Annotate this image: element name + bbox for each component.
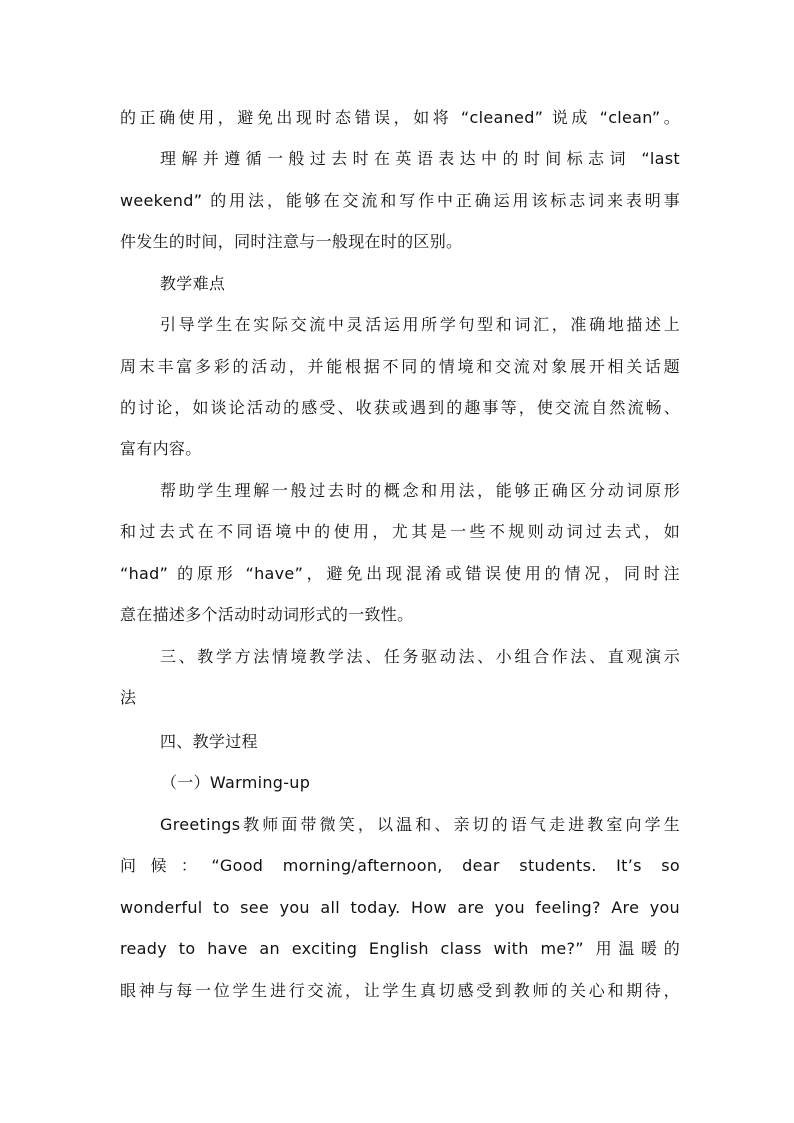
paragraph-line: 的讨论，如谈论活动的感受、收获或遇到的趣事等，使交流自然流畅、 bbox=[120, 398, 680, 417]
paragraph-line: weekend” 的用法，能够在交流和写作中正确运用该标志词来表明事 bbox=[120, 191, 680, 210]
paragraph-line: 帮助学生理解一般过去时的概念和用法，能够正确区分动词原形 bbox=[160, 481, 680, 500]
paragraph-line: 理解并遵循一般过去时在英语表达中的时间标志词 “last bbox=[160, 149, 680, 168]
paragraph-line: 件发生的时间，同时注意与一般现在时的区别。 bbox=[120, 232, 463, 251]
paragraph-line: 问候：“Good morning/afternoon, dear students. It’s so bbox=[120, 856, 680, 875]
paragraph-line: 意在描述多个活动时动词形式的一致性。 bbox=[120, 605, 414, 624]
paragraph-line: wonderful to see you all today. How are you feeling? Are you bbox=[120, 898, 680, 917]
paragraph-line: 周末丰富多彩的活动，并能根据不同的情境和交流对象展开相关话题 bbox=[120, 357, 680, 376]
section-heading: 四、教学过程 bbox=[160, 732, 258, 751]
paragraph-line: 富有内容。 bbox=[120, 439, 202, 458]
paragraph-line: ready to have an exciting English class with me?” 用温暖的 bbox=[120, 939, 680, 958]
section-heading: 教学难点 bbox=[160, 274, 226, 293]
paragraph-line: 和过去式在不同语境中的使用，尤其是一些不规则动词过去式，如 bbox=[120, 522, 680, 541]
paragraph-line: Greetings教师面带微笑，以温和、亲切的语气走进教室向学生 bbox=[160, 815, 680, 834]
paragraph-line: 眼神与每一位学生进行交流，让学生真切感受到教师的关心和期待， bbox=[120, 981, 680, 1000]
paragraph-line: “had” 的原形 “have”，避免出现混淆或错误使用的情况，同时注 bbox=[120, 564, 680, 583]
section-heading: 三、教学方法情境教学法、任务驱动法、小组合作法、直观演示 bbox=[160, 647, 680, 666]
subsection-heading: （一）Warming-up bbox=[161, 773, 311, 792]
paragraph-line: 法 bbox=[120, 688, 137, 707]
paragraph-line: 引导学生在实际交流中灵活运用所学句型和词汇，准确地描述上 bbox=[160, 315, 680, 334]
paragraph-line: 的正确使用，避免出现时态错误，如将 “cleaned” 说成 “clean”。 bbox=[120, 108, 680, 127]
